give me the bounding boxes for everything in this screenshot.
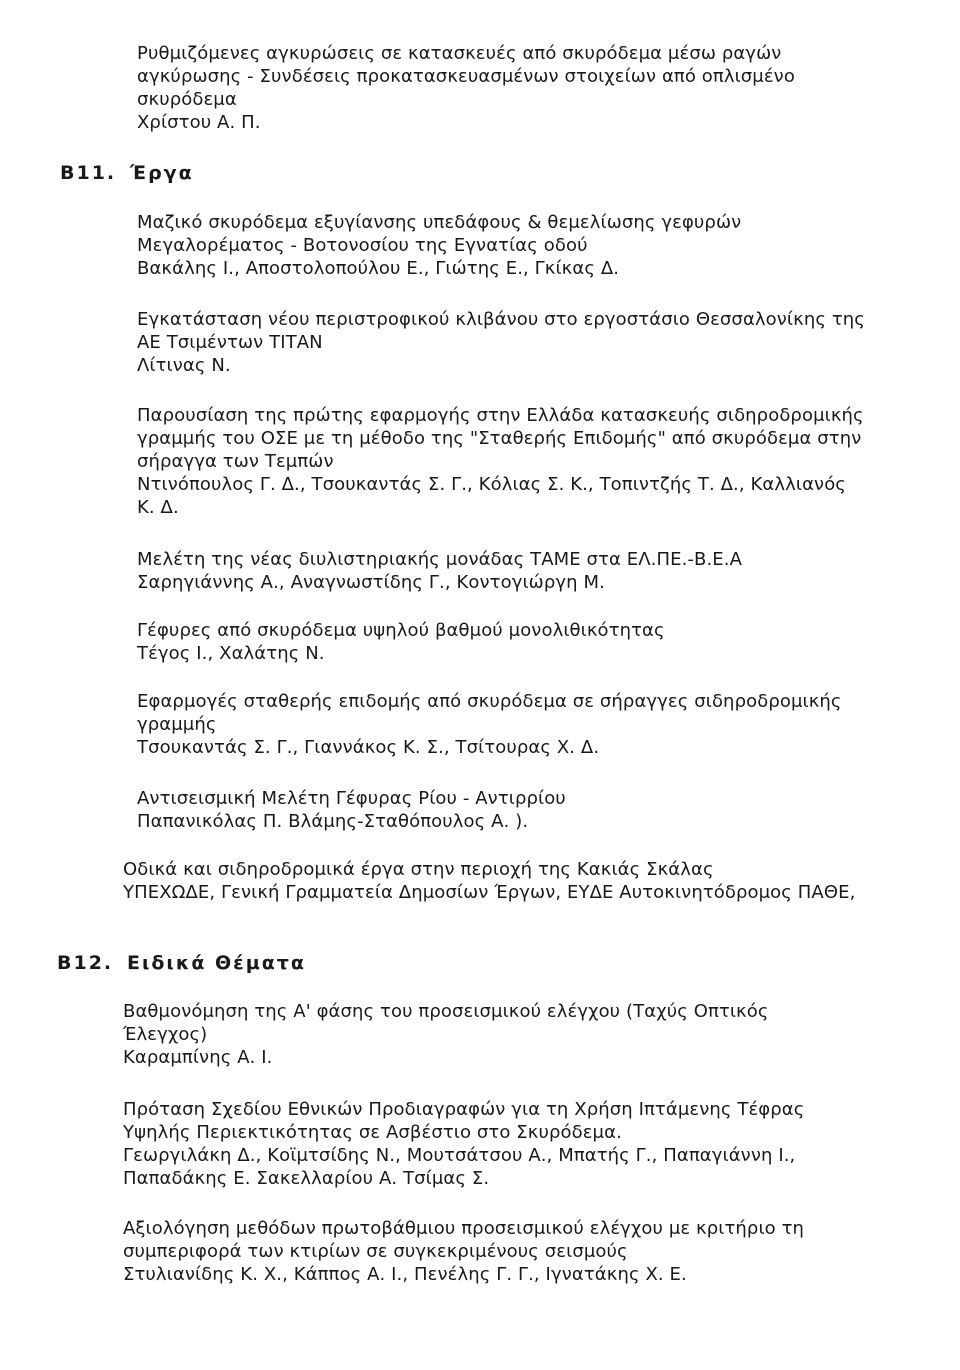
entry-line: Καραμπίνης Α. Ι. — [123, 1047, 273, 1068]
section-label: Β11. — [60, 162, 117, 184]
entry-line: Βακάλης Ι., Αποστολοπούλου Ε., Γιώτης Ε., Γκίκας Δ. — [137, 258, 620, 279]
entry-line: Έλεγχος) — [123, 1024, 208, 1045]
entry-line: Παρουσίαση της πρώτης εφαρμογής στην Ελλάδα κατασκευής σιδηροδρομικής — [137, 405, 864, 426]
entry-line: Οδικά και σιδηροδρομικά έργα στην περιοχή της Κακιάς Σκάλας — [123, 859, 714, 880]
entry-line: Μαζικό σκυρόδεμα εξυγίανσης υπεδάφους & θεμελίωσης γεφυρών — [137, 212, 742, 233]
entry-line: Αντισεισμική Μελέτη Γέφυρας Ρίου - Αντιρρίου — [137, 788, 566, 809]
publication-entry — [137, 404, 864, 519]
entry-line: ΑΕ Τσιμέντων ΤΙΤΑΝ — [137, 332, 323, 353]
entry-line: Στυλιανίδης Κ. Χ., Κάππος Α. Ι., Πενέλης Γ. Γ., Ιγνατάκης Χ. Ε. — [123, 1264, 687, 1285]
section-heading-b11 — [60, 162, 194, 184]
publication-entry — [123, 858, 855, 904]
entry-line: Γέφυρες από σκυρόδεμα υψηλού βαθμού μονολιθικότητας — [137, 620, 665, 641]
entry-line: Παπαδάκης Ε. Σακελλαρίου Α. Τσίμας Σ. — [123, 1168, 490, 1189]
entry-line: Τσουκαντάς Σ. Γ., Γιαννάκος Κ. Σ., Τσίτουρας Χ. Δ. — [137, 737, 600, 758]
entry-line: γραμμής — [137, 714, 217, 735]
entry-line: Σαρηγιάννης Α., Αναγνωστίδης Γ., Κοντογιώργη Μ. — [137, 572, 605, 593]
publication-entry — [137, 690, 842, 759]
entry-line: γραμμής του ΟΣΕ με τη μέθοδο της "Σταθερής Επιδομής" από σκυρόδεμα στην — [137, 428, 862, 449]
entry-line: συμπεριφορά των κτιρίων σε συγκεκριμένους σεισμούς — [123, 1241, 628, 1262]
entry-line: Ντινόπουλος Γ. Δ., Τσουκαντάς Σ. Γ., Κόλιας Σ. Κ., Τοπιντζής Τ. Δ., Καλλιανός — [137, 474, 846, 495]
entry-line: Εγκατάσταση νέου περιστροφικού κλιβάνου στο εργοστάσιο Θεσσαλονίκης της — [137, 309, 865, 330]
entry-line: Γεωργιλάκη Δ., Κοϊμτσίδης Ν., Μουτσάτσου Α., Μπατής Γ., Παπαγιάννη Ι., — [123, 1145, 796, 1166]
publication-entry — [137, 787, 566, 833]
entry-line: Μελέτη της νέας διυλιστηριακής μονάδας ΤΑΜΕ στα ΕΛ.ΠΕ.-Β.Ε.Α — [137, 549, 743, 570]
publication-entry — [137, 308, 865, 377]
entry-line: σήραγγα των Τεμπών — [137, 451, 334, 472]
entry-line: Αξιολόγηση μεθόδων πρωτοβάθμιου προσεισμικού ελέγχου με κριτήριο τη — [123, 1218, 805, 1239]
entry-line: Πρόταση Σχεδίου Εθνικών Προδιαγραφών για τη Χρήση Ιπτάμενης Τέφρας — [123, 1099, 805, 1120]
entry-line: Κ. Δ. — [137, 497, 179, 518]
publication-entry — [123, 1217, 804, 1286]
entry-line: Χρίστου Α. Π. — [137, 112, 261, 133]
intro-entry — [137, 42, 795, 134]
section-label: Β12. — [57, 952, 114, 974]
publication-entry — [123, 1098, 804, 1190]
entry-line: Υψηλής Περιεκτικότητας σε Ασβέστιο στο Σκυρόδεμα. — [123, 1122, 622, 1143]
section-heading-b12 — [57, 952, 306, 974]
entry-line: ΥΠΕΧΩΔΕ, Γενική Γραμματεία Δημοσίων Έργων, ΕΥΔΕ Αυτοκινητόδρομος ΠΑΘΕ, — [123, 882, 856, 903]
entry-line: Μεγαλορέματος - Βοτονοσίου της Εγνατίας οδού — [137, 235, 588, 256]
entry-line: Ρυθμιζόμενες αγκυρώσεις σε κατασκευές από σκυρόδεμα μέσω ραγών — [137, 43, 782, 64]
entry-line: Βαθμονόμηση της Α' φάσης του προσεισμικού ελέγχου (Ταχύς Οπτικός — [123, 1001, 769, 1022]
publication-entry — [123, 1000, 769, 1069]
publication-entry — [137, 548, 742, 594]
entry-line: αγκύρωσης - Συνδέσεις προκατασκευασμένων στοιχείων από οπλισμένο — [137, 66, 795, 87]
entry-line: Τέγος Ι., Χαλάτης Ν. — [137, 643, 325, 664]
entry-line: σκυρόδεμα — [137, 89, 237, 110]
entry-line: Παπανικόλας Π. Βλάμης-Σταθόπουλος Α. ). — [137, 811, 529, 832]
publication-entry — [137, 619, 665, 665]
section-title: Ειδικά Θέματα — [127, 952, 306, 974]
section-title: Έργα — [130, 162, 194, 184]
entry-line: Λίτινας Ν. — [137, 355, 231, 376]
publication-entry — [137, 211, 741, 280]
entry-line: Εφαρμογές σταθερής επιδομής από σκυρόδεμα σε σήραγγες σιδηροδρομικής — [137, 691, 842, 712]
